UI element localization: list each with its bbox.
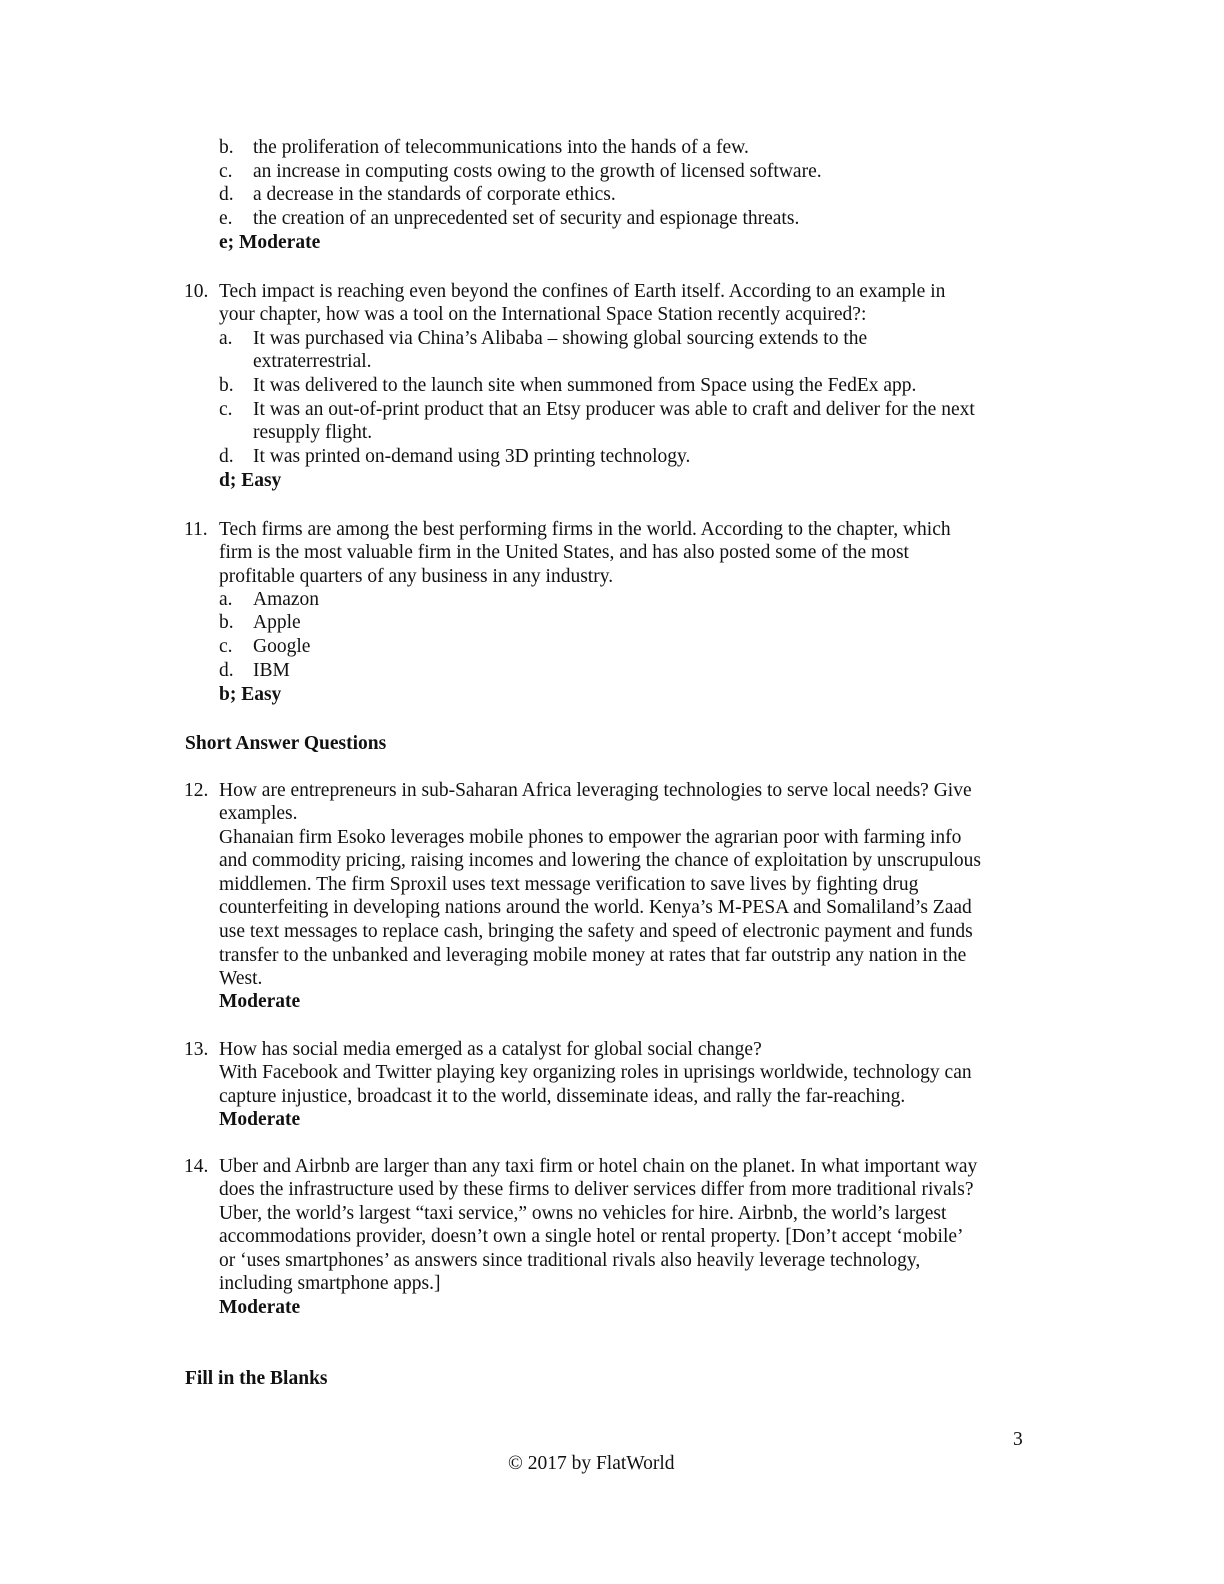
question-number: 10. <box>184 281 209 302</box>
option-text: It was printed on-demand using 3D printing technology. <box>253 446 691 467</box>
question-number: 14. <box>184 1156 209 1177</box>
option-text: Google <box>253 636 311 657</box>
option-text: It was purchased via China’s Alibaba – showing global sourcing extends to the <box>253 328 868 349</box>
option-text: a decrease in the standards of corporate ethics. <box>253 184 616 205</box>
answer-text: Ghanaian firm Esoko leverages mobile phones to empower the agrarian poor with farming info <box>219 827 962 848</box>
answer-text: use text messages to replace cash, bringing the safety and speed of electronic payment and funds <box>219 921 973 942</box>
question-text: Tech firms are among the best performing firms in the world. According to the chapter, which <box>219 519 951 540</box>
option-text: the proliferation of telecommunications into the hands of a few. <box>253 137 749 158</box>
option-text: an increase in computing costs owing to the growth of licensed software. <box>253 161 822 182</box>
option-letter: c. <box>219 161 233 182</box>
question-text: profitable quarters of any business in any industry. <box>219 566 614 587</box>
option-text: extraterrestrial. <box>253 351 372 372</box>
question-text: Tech impact is reaching even beyond the confines of Earth itself. According to an example in <box>219 281 946 302</box>
answer-text: or ‘uses smartphones’ as answers since traditional rivals also heavily leverage technology, <box>219 1250 921 1271</box>
question-text: examples. <box>219 803 298 824</box>
page-number: 3 <box>1013 1429 1023 1450</box>
option-letter: b. <box>219 375 234 396</box>
section-heading-short-answer: Short Answer Questions <box>185 733 387 754</box>
question-text: firm is the most valuable firm in the United States, and has also posted some of the most <box>219 542 909 563</box>
option-letter: a. <box>219 589 233 610</box>
option-text: Amazon <box>253 589 320 610</box>
answer-text: including smartphone apps.] <box>219 1273 441 1294</box>
answer-key: d; Easy <box>219 470 282 491</box>
option-letter: b. <box>219 137 234 158</box>
question-number: 11. <box>184 519 208 540</box>
option-letter: d. <box>219 446 234 467</box>
option-letter: b. <box>219 612 234 633</box>
answer-text: accommodations provider, doesn’t own a single hotel or rental property. [Don’t accept ‘mobile’ <box>219 1226 964 1247</box>
answer-text: middlemen. The firm Sproxil uses text message verification to save lives by fighting drug <box>219 874 919 895</box>
difficulty-label: Moderate <box>219 1109 301 1130</box>
option-text: the creation of an unprecedented set of security and espionage threats. <box>253 208 800 229</box>
footer-copyright: © 2017 by FlatWorld <box>508 1453 675 1474</box>
question-number: 12. <box>184 780 209 801</box>
option-letter: c. <box>219 636 233 657</box>
option-text: It was delivered to the launch site when summoned from Space using the FedEx app. <box>253 375 917 396</box>
q9-answer: e; Moderate <box>219 232 321 253</box>
answer-text: West. <box>219 968 263 989</box>
option-text: IBM <box>253 660 290 681</box>
option-letter: d. <box>219 660 234 681</box>
option-letter: c. <box>219 399 233 420</box>
question-text: your chapter, how was a tool on the International Space Station recently acquired?: <box>219 304 867 325</box>
answer-text: and commodity pricing, raising incomes and lowering the chance of exploitation by unscrupulous <box>219 850 981 871</box>
question-text: Uber and Airbnb are larger than any taxi firm or hotel chain on the planet. In what important way <box>219 1156 978 1177</box>
answer-text: With Facebook and Twitter playing key organizing roles in uprisings worldwide, technology can <box>219 1062 972 1083</box>
answer-key: b; Easy <box>219 684 282 705</box>
option-letter: d. <box>219 184 234 205</box>
answer-text: transfer to the unbanked and leveraging mobile money at rates that far outstrip any nation in the <box>219 945 967 966</box>
question-text: How has social media emerged as a catalyst for global social change? <box>219 1039 762 1060</box>
question-number: 13. <box>184 1039 209 1060</box>
question-text: does the infrastructure used by these firms to deliver services differ from more traditional rivals? <box>219 1179 974 1200</box>
section-heading-fill-in-blanks: Fill in the Blanks <box>185 1368 328 1389</box>
option-letter: a. <box>219 328 233 349</box>
option-text: It was an out-of-print product that an Etsy producer was able to craft and deliver for the next <box>253 399 975 420</box>
difficulty-label: Moderate <box>219 991 301 1012</box>
difficulty-label: Moderate <box>219 1297 301 1318</box>
answer-text: counterfeiting in developing nations around the world. Kenya’s M-PESA and Somaliland’s Zaad <box>219 897 972 918</box>
option-text: Apple <box>253 612 301 633</box>
answer-text: capture injustice, broadcast it to the world, disseminate ideas, and rally the far-reaching. <box>219 1086 906 1107</box>
option-letter: e. <box>219 208 233 229</box>
question-text: How are entrepreneurs in sub-Saharan Africa leveraging technologies to serve local needs? Give <box>219 780 972 801</box>
answer-text: Uber, the world’s largest “taxi service,” owns no vehicles for hire. Airbnb, the world’s largest <box>219 1203 947 1224</box>
option-text: resupply flight. <box>253 422 373 443</box>
